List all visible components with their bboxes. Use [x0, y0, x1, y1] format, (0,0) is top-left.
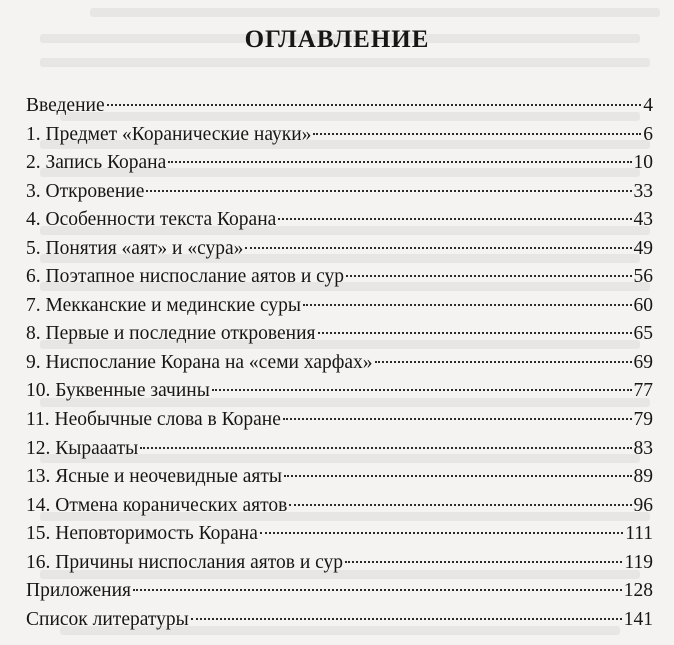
toc-entry-page-number: 65 [633, 323, 653, 345]
toc-entry-page-number: 69 [633, 351, 653, 373]
toc-entry-page-number: 77 [633, 380, 653, 402]
toc-entry-title: Список литературы [26, 608, 189, 630]
toc-entry-page-number: 119 [624, 551, 653, 573]
toc-entry-title: 15. Неповторимость Корана [26, 523, 258, 545]
toc-entry-title: 1. Предмет «Коранические науки» [26, 123, 312, 145]
toc-entry[interactable] [26, 377, 653, 406]
dot-leader [191, 618, 622, 620]
toc-entry-title: 6. Поэтапное ниспослание аятов и сур [26, 266, 345, 288]
dot-leader [146, 190, 631, 192]
toc-entry[interactable] [26, 577, 653, 606]
toc-entry-title: 9. Ниспослание Корана на «семи харфах» [26, 351, 373, 373]
toc-entry[interactable] [26, 320, 653, 349]
toc-entry[interactable] [26, 149, 653, 178]
dot-leader [168, 161, 631, 163]
dot-leader [375, 361, 632, 363]
toc-entry-page-number: 6 [643, 123, 653, 145]
toc-entry-page-number: 128 [623, 580, 653, 602]
dot-leader [140, 447, 631, 449]
toc-entry[interactable] [26, 549, 653, 578]
toc-entry[interactable] [26, 206, 653, 235]
toc-entry-title: 5. Понятия «аят» и «сура» [26, 237, 244, 259]
toc-entry-title: 2. Запись Корана [26, 152, 167, 174]
page-title: ОГЛАВЛЕНИЕ [244, 26, 430, 53]
dot-leader [313, 133, 641, 135]
toc-entry-title: 13. Ясные и неочевидные аяты [26, 466, 282, 488]
toc-entry-page-number: 141 [623, 608, 653, 630]
toc-entry[interactable] [26, 92, 653, 121]
toc-entry-page-number: 43 [633, 209, 653, 231]
dot-leader [284, 475, 632, 477]
toc-entry-page-number: 33 [633, 180, 653, 202]
toc-entry-title: 4. Особенности текста Корана [26, 209, 277, 231]
toc-entry-page-number: 79 [633, 409, 653, 431]
toc-entry[interactable] [26, 406, 653, 435]
toc-entry[interactable] [26, 492, 653, 521]
toc-entry-page-number: 111 [625, 523, 653, 545]
toc-entry[interactable] [26, 435, 653, 464]
dot-leader [212, 389, 632, 391]
dot-leader [107, 104, 642, 106]
toc-entry-page-number: 56 [633, 266, 653, 288]
toc-entry[interactable] [26, 463, 653, 492]
dot-leader [345, 561, 622, 563]
toc-entry[interactable] [26, 235, 653, 264]
dot-leader [133, 589, 622, 591]
toc-entry-page-number: 10 [633, 152, 653, 174]
toc-entry-title: 7. Мекканские и мединские суры [26, 294, 302, 316]
toc-entry-page-number: 49 [633, 237, 653, 259]
table-of-contents [26, 92, 653, 634]
toc-entry[interactable] [26, 349, 653, 378]
toc-entry[interactable] [26, 606, 653, 635]
dot-leader [289, 504, 631, 506]
dot-leader [303, 304, 631, 306]
dot-leader [318, 332, 632, 334]
dot-leader [283, 418, 632, 420]
dot-leader [346, 275, 631, 277]
toc-entry-title: 10. Буквенные зачины [26, 380, 210, 402]
toc-entry-title: 16. Причины ниспослания аятов и сур [26, 551, 344, 573]
toc-entry-title: 11. Необычные слова в Коране [26, 409, 281, 431]
toc-entry-title: Приложения [26, 580, 131, 602]
toc-entry-page-number: 83 [633, 437, 653, 459]
dot-leader [260, 532, 623, 534]
toc-entry-title: 12. Кыраааты [26, 437, 139, 459]
toc-entry[interactable] [26, 178, 653, 207]
toc-entry[interactable] [26, 121, 653, 150]
dot-leader [278, 218, 631, 220]
toc-entry-page-number: 60 [633, 294, 653, 316]
toc-entry-title: 8. Первые и последние откровения [26, 323, 316, 345]
toc-entry[interactable] [26, 292, 653, 321]
toc-entry-page-number: 89 [633, 466, 653, 488]
toc-entry-page-number: 96 [633, 494, 653, 516]
toc-entry-page-number: 4 [643, 95, 653, 116]
toc-entry[interactable] [26, 520, 653, 549]
toc-entry-title: 3. Откровение [26, 180, 145, 202]
dot-leader [245, 247, 631, 249]
toc-entry-title: Введение [26, 95, 105, 116]
toc-entry[interactable] [26, 263, 653, 292]
toc-entry-title: 14. Отмена коранических аятов [26, 494, 288, 516]
